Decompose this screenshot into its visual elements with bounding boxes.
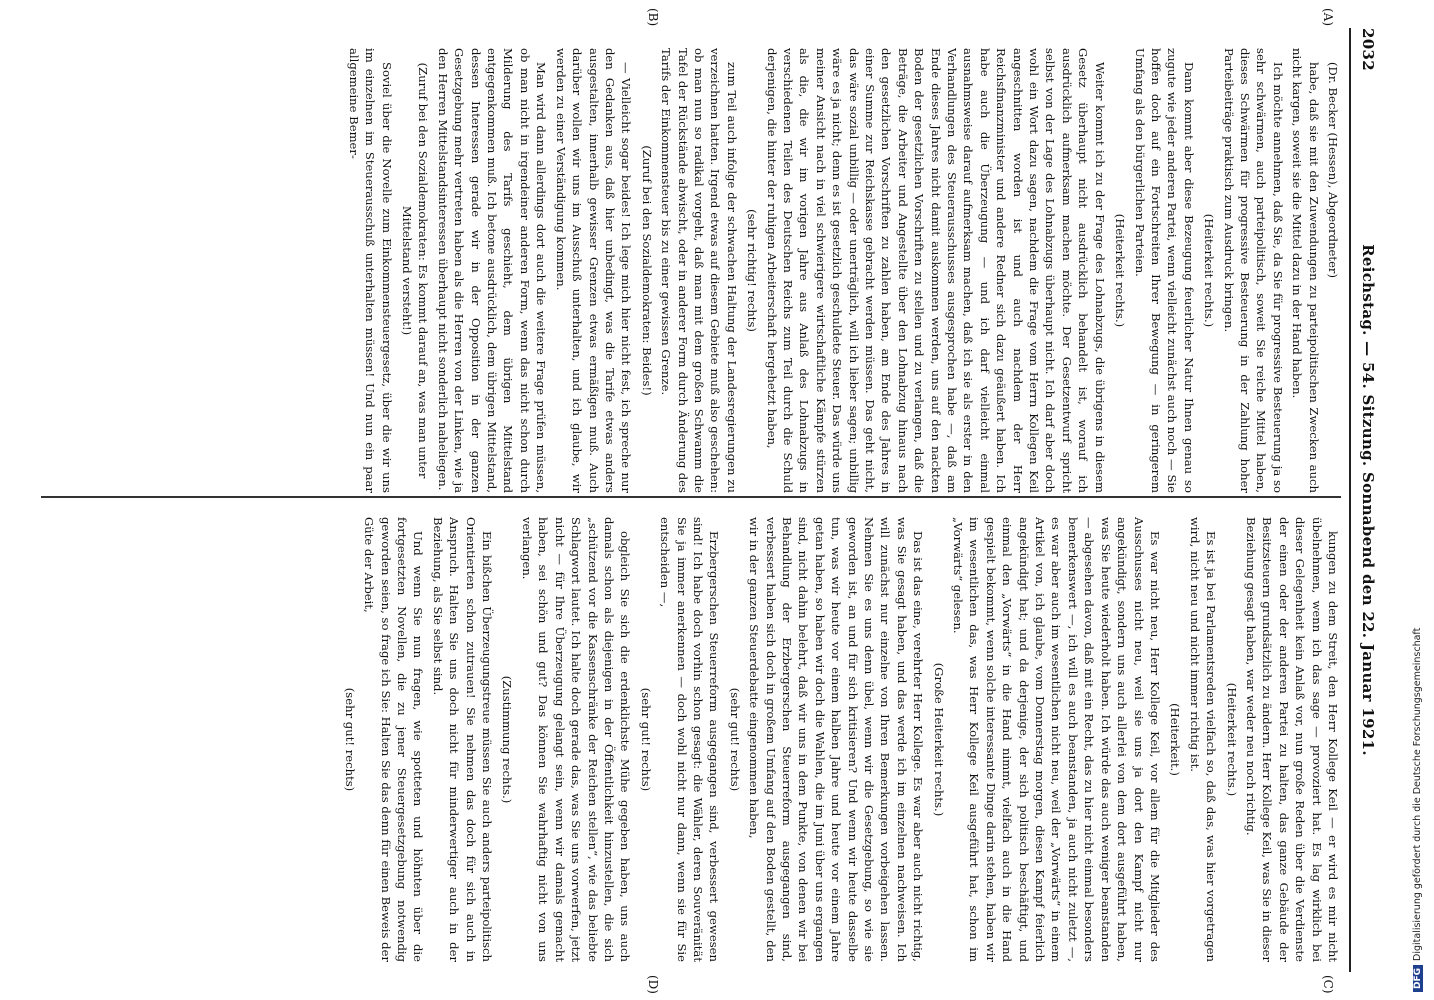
paragraph: Dann kommt aber diese Bezeugung feuerlicher Natur Ihnen genau so zugute wie jeder anderen Partei, wenn vielleicht zunächst auch noch — Sie hoffen doch auf ein Fortschreiten Ihrer Bewegung — in geringerem Umfang als den bürgerlichen Parteien. [1132, 48, 1196, 493]
interjection: (Zuruf bei den Sozialdemokraten: Es kommt darauf an, was man unter Mittelstand versteht!) [400, 62, 431, 479]
paragraph: — Vielleicht sogar beides! Ich lege mich hier nicht fest, ich spreche nur den Gedanken aus, daß hier unbedingt, was die Tarife etwas anders ausgestalten, innerhalb gewisser Grenzen etwas ermäßigen muß. Auch darüber wollen wir uns im Ausschuß unterhalten, und ich glaube, wir werden zu einer Verständigung kommen. [553, 48, 634, 493]
page-header [1351, 28, 1377, 972]
paragraph: Soviel über die Novelle zum Einkommensteuergesetz, über die wir uns im einzelnen im Steuerausschuß unterhalten müssen! Und nun ein paar allgemeine Bemer- [346, 48, 394, 493]
margin-mark-a: (A) [1321, 8, 1335, 27]
interjection: (sehr gut! rechts) [638, 687, 653, 792]
column-divider [41, 496, 1341, 498]
paragraph: Das ist das eine, verehrter Herr Kollege. Es war aber auch nicht richtig, was Sie gesagt haben, und das werde ich im einzelnen nachweisen. Ich will zunächst nur einzelne von Ihren Bemerkungen vorbeigehen lassen. Nehmen Sie es uns denn übel, wenn wir die Gesetzgebung, so wie sie geworden ist, an und für sich kritisieren? Und wenn wir heute dasselbe tun, was wir heute vor einem halben Jahre und heute vor einem Jahre getan haben, so haben wir doch die Wahlen, die im Juni über uns ergangen sind, nicht dahin belehrt, daß wir uns in dem Punkte, von denen wir bei Behandlung der Erzbergerschen Steuerreform ausgegangen sind, verbessert haben sich doch in großem Umfang auf den Boden gestellt, den wir in der ganzen Steuerdebatte eingenommen haben, [747, 517, 926, 962]
paragraph: Und wenn Sie nun fragen, wie spotteten und höhnten über die fortgesetzten Novellen, die zu jener Steuergesetzgebung notwendig geworden seien, so frage ich Sie: Halten Sie das denn für einen Beweis der Güte der Arbeit, [362, 517, 426, 962]
page-title: Reichstag. — 54. Sitzung. Sonnabend den 22. Januar 1921. [1359, 244, 1377, 756]
credit-text: Digitalisierung gefördert durch die Deutsche Forschungsgemeinschaft [1412, 627, 1423, 961]
interjection: (sehr gut! rechts) [342, 687, 357, 792]
paragraph: Erzbergerschen Steuerreform ausgegangen sind, verbessert gewesen sind! Ich habe doch vorhin schon gesagt: die Wähler, deren Souveränität Sie ja immer anerkennen — doch wohl nicht nur dann, wenn sie für Sie entscheiden —, [658, 517, 722, 962]
interjection: (sehr richtig! rechts) [745, 209, 760, 332]
paragraph: obgleich Sie sich die erdenklichste Mühe gegeben haben, uns auch damals schon als diejenigen in der Öffentlichkeit hinzustellen, die sich „schützend vor die Kassenschränke der Reichen stellen“, wie das beliebte Schlagwort lautet. Ich halte doch gerade das, was Sie uns vorwerfen, jetzt nicht — für Ihre Überzeugung gelangt sein, wenn wir damals gemacht haben, sei schön und gut? Das können Sie wahrhaftig nicht von uns verlangen. [519, 517, 633, 962]
margin-mark-c: (C) [1321, 975, 1335, 994]
interjection: (Große Heiterkeit rechts.) [931, 662, 946, 817]
paragraph: Man wird dann allerdings dort auch die weitere Frage prüfen müssen, ob man nicht in irgendeiner anderen Form, wenn das nicht schon durch Milderung des Tarifs geschieht, dem übrigen Mittelstand entgegenkommen muß. Ich betone ausdrücklich, dem übrigen Mittelstand, dessen Interessen gerade wir in der Opposition in der ganzen Gesetzgebung mehr vertreten haben als die Herren von der Linken, wie ja den Herren Mittelstandsinteressen überhaupt nicht sonderlich naheliegen. [435, 48, 549, 493]
paragraph: Weiter kommt ich zu der Frage des Lohnabzugs, die übrigens in diesem Gesetz überhaupt nicht ausdrücklich behandelt ist, worauf ich ausdrücklich aufmerksam machen möchte. Der Gesetzentwurf spricht selbst von der Lage des Lohnabzugs überhaupt nicht. Ich darf aber doch wohl ein Wort dazu sagen, nachdem die Frage vom Herrn Kollegen Keil angeschnitten worden ist und auch nachdem der Herr Reichsfinanzminister und andere Redner sich dazu geäußert haben. Ich habe auch die Überzeugung — und ich darf vielleicht einmal ausnahmsweise darauf aufmerksam machen, daß ich sie als erster in den Verhandlungen des Steuerausschusses ausgesprochen habe —, daß am Ende dieses Jahres nicht damit auskommen werden, uns auf den nackten Boden der gesetzlichen Vorschriften zu stellen und zu verlangen, daß die Beträge, die Arbeiter und Angestellte über den Lohnabzug hinaus nach den gesetzlichen Vorschriften zu zahlen haben, am Ende des Jahres in einer Summe zur Reichskasse gebracht werden müssen. Das geht nicht, das wäre sozial unbillig — oder unerträglich, will ich lieber sagen; unbillig wäre es ja nicht; denn es ist gesetzlich geschuldete Steuer. Das würde uns meiner Ansicht nach in viel schwierigere wirtschaftliche Kämpfe stürzen als die, die wir im vorigen Jahre aus Anlaß des Lohnabzugs in verschiedenen Teilen des Deutschen Reichs zum Teil durch die Schuld derjenigen, die hinter der ruhigen Arbeiterschaft hergehetzt haben, [764, 48, 1107, 493]
paragraph: habe, daß sie mit den Zuwendungen zu parteipolitischen Zwecken auch nicht kargen, soweit sie die Mittel dazu in der Hand haben. [1290, 48, 1321, 493]
interjection: (Zuruf bei den Sozialdemokraten: Beides!) [639, 145, 654, 396]
rotated-page [15, 0, 1395, 1000]
interjection: (Heiterkeit rechts.) [1224, 682, 1239, 797]
interjection: (Heiterkeit rechts.) [1202, 213, 1217, 328]
paragraph: Ich möchte annehmen, daß Sie, da Sie für progressive Besteuerung ja so sehr schwärmen, auch parteipolitisch, soweit Sie reiche Mittel haben, dieses Schwärmen für progressive Besteuerung in der Zahlung hoher Parteibeiträge praktisch zum Ausdruck bringen. [1221, 48, 1285, 493]
interjection: (Heiterkeit rechts.) [1113, 213, 1128, 328]
digitization-credit [1412, 628, 1423, 992]
interjection: (Zustimmung rechts.) [500, 675, 515, 804]
left-column [41, 48, 1341, 493]
interjection: (sehr gut! rechts) [727, 687, 742, 792]
paragraph: Ein bißchen Überzeugungstreue müssen Sie auch anders parteipolitisch Orientierten schon zutrauen! Sie nehmen das doch für sich auch in Anspruch. Halten Sie uns doch nicht für minderwertiger auch in der Beziehung, als Sie selbst sind. [430, 517, 495, 962]
paragraph: Es ist ja bei Parlamentsreden vielfach so, daß das, was hier vorgetragen wird, nicht neu und nicht immer richtig ist. [1187, 517, 1219, 962]
header-rule [1349, 28, 1351, 972]
interjection: (Heiterkeit.) [1168, 703, 1183, 776]
margin-mark-d: (D) [646, 975, 660, 994]
page-number: 2032 [1359, 28, 1377, 71]
paragraph: (Dr. Becker (Hessen), Abgeordneter) [1326, 62, 1340, 278]
right-column [41, 517, 1341, 962]
paragraph: Es war nicht neu, Herr Kollege Keil, vor allem für die Mitglieder des Ausschusses nicht neu, weil sie uns ja dort den Kampf nicht nur angekündigt, sondern uns auch allerlei von dem dort ausgeführt haben, was Sie heute wiederholt haben. Ich würde das auch weniger beanstanden — abgesehen davon, daß mit ein Recht, das zu hier nicht einmal besonders bemerkenswert —, ich will es auch beanstanden, ja auch nicht zuletzt —, es war aber auch im wesentlichen nicht neu, weil der „Vorwärts“ in einem Artikel von, ich glaube, vom Donnerstag morgen, diesen Kampf feierlich angekündigt hat; und da derjenige, der sich politisch beschäftigt, und einmal den „Vorwärts“ in die Hand nimmt, vielfach auch in die Hand gespielt bekommt, wenn solche interessante Dinge darin stehen, haben wir im wesentlichen das, was Herr Kollege Keil ausgeführt hat, schon im „Vorwärts“ gelesen. [951, 517, 1162, 962]
dfg-logo: DFG [1413, 965, 1423, 992]
paragraph: kungen zu dem Streit, den Herr Kollege Keil — er wird es mir nicht übelnehmen, wenn ich das sage — provoziert hat. Es lag wirklich bei dieser Gelegenheit kein Anlaß vor, nun große Reden über die Verdienste der einen oder der anderen Partei zu halten, das ganze Gebäude der Besitzsteuern grundsätzlich zu ändern. Herr Kollege Keil, was Sie in dieser Beziehung gesagt haben, war weder neu noch richtig. [1243, 517, 1340, 962]
paragraph: zum Teil auch infolge der schwachen Haltung der Landesregierungen zu verzeichnen hatten. Irgend etwas auf diesem Gebiete muß also geschehen: ob man nun so radikal vorgeht, daß man mit dem großen Schwamm die Tafel der Rückstände abwischt, oder in anderer Form durch Änderung des Tarifs der Einkommensteuer bis zu einer gewissen Grenze. [659, 48, 739, 493]
margin-mark-b: (B) [646, 8, 660, 27]
